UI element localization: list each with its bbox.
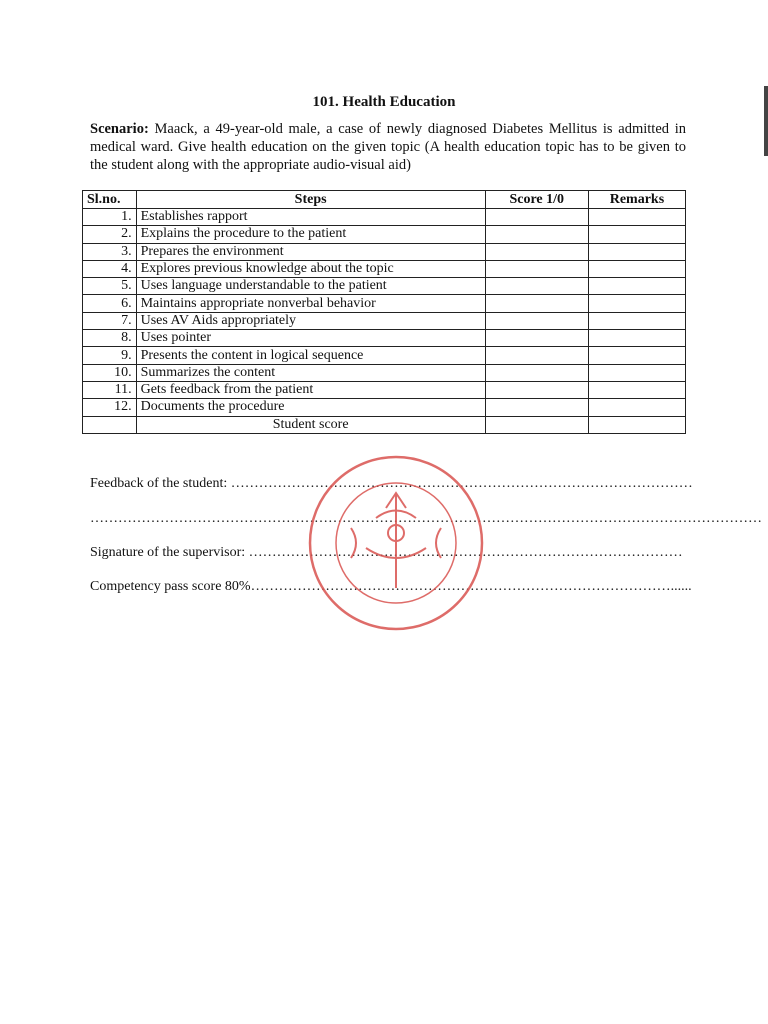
table-row	[83, 260, 686, 277]
table-row	[83, 226, 686, 243]
row-sl-no: 11.	[83, 381, 137, 398]
table-row	[83, 381, 686, 398]
row-remarks-cell[interactable]	[588, 399, 685, 416]
student-score-cell[interactable]	[485, 416, 588, 433]
table-row	[83, 209, 686, 226]
row-step: Explains the procedure to the patient	[136, 226, 485, 243]
row-step: Summarizes the content	[136, 364, 485, 381]
row-remarks-cell[interactable]	[588, 226, 685, 243]
row-remarks-cell[interactable]	[588, 347, 685, 364]
row-remarks-cell[interactable]	[588, 364, 685, 381]
row-sl-no: 9.	[83, 347, 137, 364]
row-step: Gets feedback from the patient	[136, 381, 485, 398]
table-row	[83, 330, 686, 347]
table-row	[83, 312, 686, 329]
row-sl-no: 3.	[83, 243, 137, 260]
row-sl-no: 7.	[83, 312, 137, 329]
row-step: Prepares the environment	[136, 243, 485, 260]
row-step: Establishes rapport	[136, 209, 485, 226]
row-score-cell[interactable]	[485, 399, 588, 416]
row-score-cell[interactable]	[485, 278, 588, 295]
row-remarks-cell[interactable]	[588, 295, 685, 312]
header-score: Score 1/0	[485, 191, 588, 209]
student-score-row	[83, 416, 686, 433]
feedback-continuation-line: ………………………………………………………………………………………………………………………………	[90, 511, 762, 526]
row-sl-no: 5.	[83, 278, 137, 295]
institution-stamp	[306, 448, 486, 638]
row-sl-no: 10.	[83, 364, 137, 381]
row-step: Uses language understandable to the patient	[136, 278, 485, 295]
table-row	[83, 295, 686, 312]
header-remarks: Remarks	[588, 191, 685, 209]
feedback-line: Feedback of the student: ………………………………………………………………………………………	[90, 476, 693, 491]
table-header-row	[83, 191, 686, 209]
row-score-cell[interactable]	[485, 295, 588, 312]
supervisor-signature-line: Signature of the supervisor: …………………………………………………………………………………	[90, 545, 683, 560]
row-sl-no: 1.	[83, 209, 137, 226]
row-remarks-cell[interactable]	[588, 330, 685, 347]
row-score-cell[interactable]	[485, 312, 588, 329]
table-row	[83, 278, 686, 295]
row-step: Explores previous knowledge about the topic	[136, 260, 485, 277]
row-sl-no: 12.	[83, 399, 137, 416]
row-remarks-cell[interactable]	[588, 243, 685, 260]
row-step: Presents the content in logical sequence	[136, 347, 485, 364]
row-score-cell[interactable]	[485, 347, 588, 364]
header-sl-no: Sl.no.	[83, 191, 137, 209]
row-step: Documents the procedure	[136, 399, 485, 416]
row-remarks-cell[interactable]	[588, 260, 685, 277]
row-sl-no: 4.	[83, 260, 137, 277]
row-score-cell[interactable]	[485, 330, 588, 347]
scenario-label: Scenario:	[90, 121, 149, 137]
checklist-table	[82, 190, 686, 434]
row-step: Uses AV Aids appropriately	[136, 312, 485, 329]
row-sl-no: 6.	[83, 295, 137, 312]
row-score-cell[interactable]	[485, 260, 588, 277]
scenario-text: Maack, a 49-year-old male, a case of newly diagnosed Diabetes Mellitus is admitted in medical ward. Give health education on the given topic (A health education topic has to be given to the student along with the appropriate audio-visual aid)	[90, 121, 687, 173]
table-row	[83, 243, 686, 260]
row-remarks-cell[interactable]	[588, 278, 685, 295]
row-sl-no: 2.	[83, 226, 137, 243]
competency-pass-line: Competency pass score 80%………………………………………………………………………………......	[90, 579, 692, 594]
row-score-cell[interactable]	[485, 243, 588, 260]
student-score-label: Student score	[136, 416, 485, 433]
row-score-cell[interactable]	[485, 226, 588, 243]
table-row	[83, 399, 686, 416]
table-row	[83, 364, 686, 381]
row-step: Uses pointer	[136, 330, 485, 347]
row-remarks-cell[interactable]	[588, 381, 685, 398]
header-steps: Steps	[136, 191, 485, 209]
row-score-cell[interactable]	[485, 364, 588, 381]
row-score-cell[interactable]	[485, 209, 588, 226]
table-row	[83, 347, 686, 364]
document-title: 101. Health Education	[312, 94, 456, 110]
scenario-paragraph	[90, 120, 686, 174]
row-step: Maintains appropriate nonverbal behavior	[136, 295, 485, 312]
row-sl-no: 8.	[83, 330, 137, 347]
row-score-cell[interactable]	[485, 381, 588, 398]
row-remarks-cell[interactable]	[588, 312, 685, 329]
row-remarks-cell[interactable]	[588, 209, 685, 226]
